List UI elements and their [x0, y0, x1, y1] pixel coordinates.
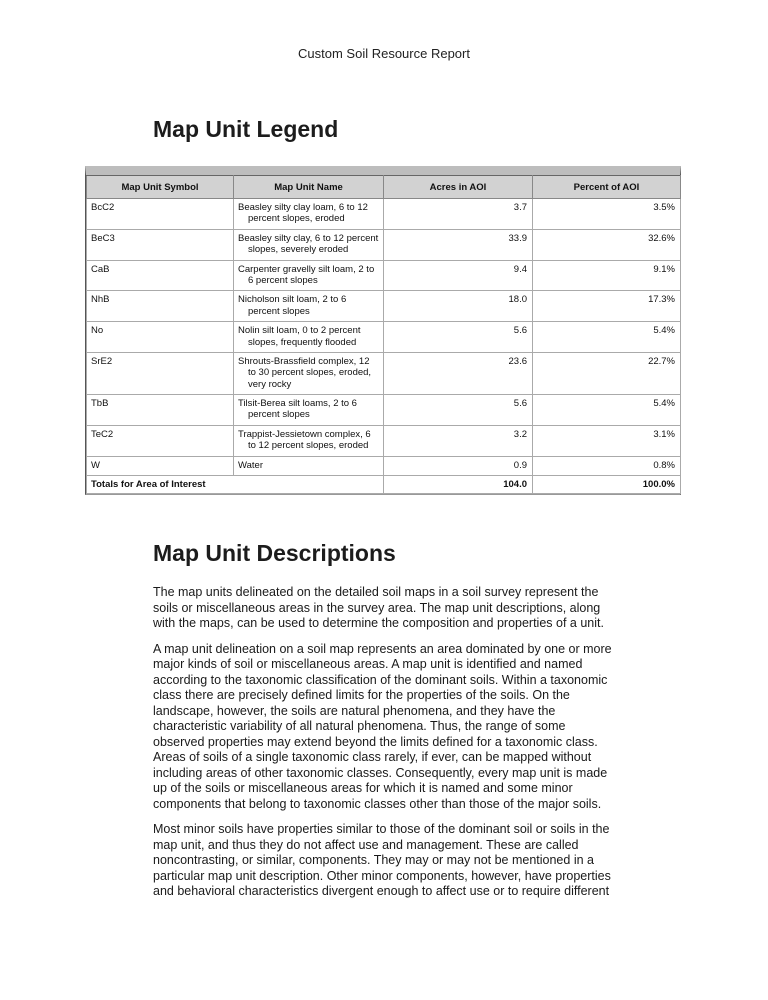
cell-acres: 23.6 — [384, 352, 533, 394]
cell-name — [234, 199, 384, 230]
column-header-name: Map Unit Name — [234, 176, 384, 199]
cell-symbol: NhB — [87, 291, 234, 322]
cell-symbol: W — [87, 456, 234, 475]
paragraph: Most minor soils have properties similar to those of the dominant soil or soils in the map unit, and thus they do not affect use and management. These are called noncontrasting, or similar, components. They may or may not be mentioned in a particular map unit description. Other minor components, however, have properties and behavioral characteristics divergent enough to affect use or to require different — [153, 822, 611, 898]
cell-percent: 3.5% — [533, 199, 681, 230]
descriptions-title: Map Unit Descriptions — [153, 540, 396, 566]
column-header-symbol: Map Unit Symbol — [87, 176, 234, 199]
cell-name — [234, 456, 384, 475]
table-row — [87, 425, 681, 456]
cell-percent: 5.4% — [533, 322, 681, 353]
page-header: Custom Soil Resource Report — [298, 46, 470, 61]
cell-name — [234, 352, 384, 394]
totals-label: Totals for Area of Interest — [87, 476, 384, 494]
table-row — [87, 291, 681, 322]
cell-symbol: CaB — [87, 260, 234, 291]
cell-symbol: SrE2 — [87, 352, 234, 394]
cell-name-text: Trappist-Jessietown complex, 6 to 12 percent slopes, eroded — [238, 428, 371, 452]
cell-name-text: Nicholson silt loam, 2 to 6 percent slopes — [238, 294, 347, 317]
cell-name-text: Nolin silt loam, 0 to 2 percent slopes, frequently flooded — [238, 325, 361, 348]
table-row — [87, 322, 681, 353]
totals-percent: 100.0% — [533, 476, 681, 494]
descriptions-body — [153, 585, 615, 910]
cell-name — [234, 395, 384, 426]
table-row — [87, 456, 681, 475]
cell-symbol: No — [87, 322, 234, 353]
cell-percent: 0.8% — [533, 456, 681, 475]
cell-acres: 18.0 — [384, 291, 533, 322]
cell-acres: 9.4 — [384, 260, 533, 291]
cell-percent: 22.7% — [533, 352, 681, 394]
cell-symbol: BcC2 — [87, 199, 234, 230]
cell-acres: 3.7 — [384, 199, 533, 230]
cell-name — [234, 229, 384, 260]
map-unit-legend-table — [85, 166, 681, 495]
cell-name — [234, 425, 384, 456]
legend-title: Map Unit Legend — [153, 116, 339, 142]
cell-acres: 5.6 — [384, 395, 533, 426]
cell-percent: 17.3% — [533, 291, 681, 322]
totals-acres: 104.0 — [384, 476, 533, 494]
table-row — [87, 352, 681, 394]
cell-symbol: TbB — [87, 395, 234, 426]
cell-name-text: Shrouts-Brassfield complex, 12 to 30 percent slopes, eroded, very rocky — [238, 355, 372, 390]
cell-name-text: Tilsit-Berea silt loams, 2 to 6 percent slopes — [238, 398, 357, 421]
cell-name — [234, 260, 384, 291]
cell-percent: 5.4% — [533, 395, 681, 426]
cell-name — [234, 291, 384, 322]
cell-name — [234, 322, 384, 353]
cell-name-text: Water — [238, 459, 263, 471]
cell-percent: 3.1% — [533, 425, 681, 456]
paragraph: A map unit delineation on a soil map represents an area dominated by one or more major kinds of soil or miscellaneous areas. A map unit is identified and named according to the taxonomic classification of the dominant soils. Within a taxonomic class there are precisely defined limits for the properties of the soils. On the landscape, however, the soils are natural phenomena, and they have the characteristic variability of all natural phenomena. Thus, the range of some observed properties may extend beyond the limits defined for a taxonomic class. Areas of soils of a single taxonomic class rarely, if ever, can be mapped without including areas of other taxonomic classes. Consequently, every map unit is made up of the soils or miscellaneous areas for which it is named and some minor components that belong to taxonomic classes other than those of the major soils. — [153, 641, 612, 811]
table-row — [87, 229, 681, 260]
cell-symbol: BeC3 — [87, 229, 234, 260]
cell-acres: 3.2 — [384, 425, 533, 456]
cell-percent: 32.6% — [533, 229, 681, 260]
cell-percent: 9.1% — [533, 260, 681, 291]
table-row — [87, 395, 681, 426]
cell-acres: 5.6 — [384, 322, 533, 353]
cell-name-text: Beasley silty clay loam, 6 to 12 percent slopes, eroded — [238, 202, 368, 225]
cell-acres: 33.9 — [384, 229, 533, 260]
table-header-row — [87, 176, 681, 199]
table-row — [87, 260, 681, 291]
totals-row — [87, 476, 681, 494]
column-header-acres: Acres in AOI — [384, 176, 533, 199]
column-header-percent: Percent of AOI — [533, 176, 681, 199]
cell-symbol: TeC2 — [87, 425, 234, 456]
cell-acres: 0.9 — [384, 456, 533, 475]
paragraph: The map units delineated on the detailed soil maps in a soil survey represent the soils or miscellaneous areas in the survey area. The map unit descriptions, along with the maps, can be used to determine the composition and properties of a unit. — [153, 585, 604, 630]
table-row — [87, 199, 681, 230]
cell-name-text: Carpenter gravelly silt loam, 2 to 6 percent slopes — [238, 263, 375, 286]
cell-name-text: Beasley silty clay, 6 to 12 percent slopes, severely eroded — [238, 232, 379, 256]
